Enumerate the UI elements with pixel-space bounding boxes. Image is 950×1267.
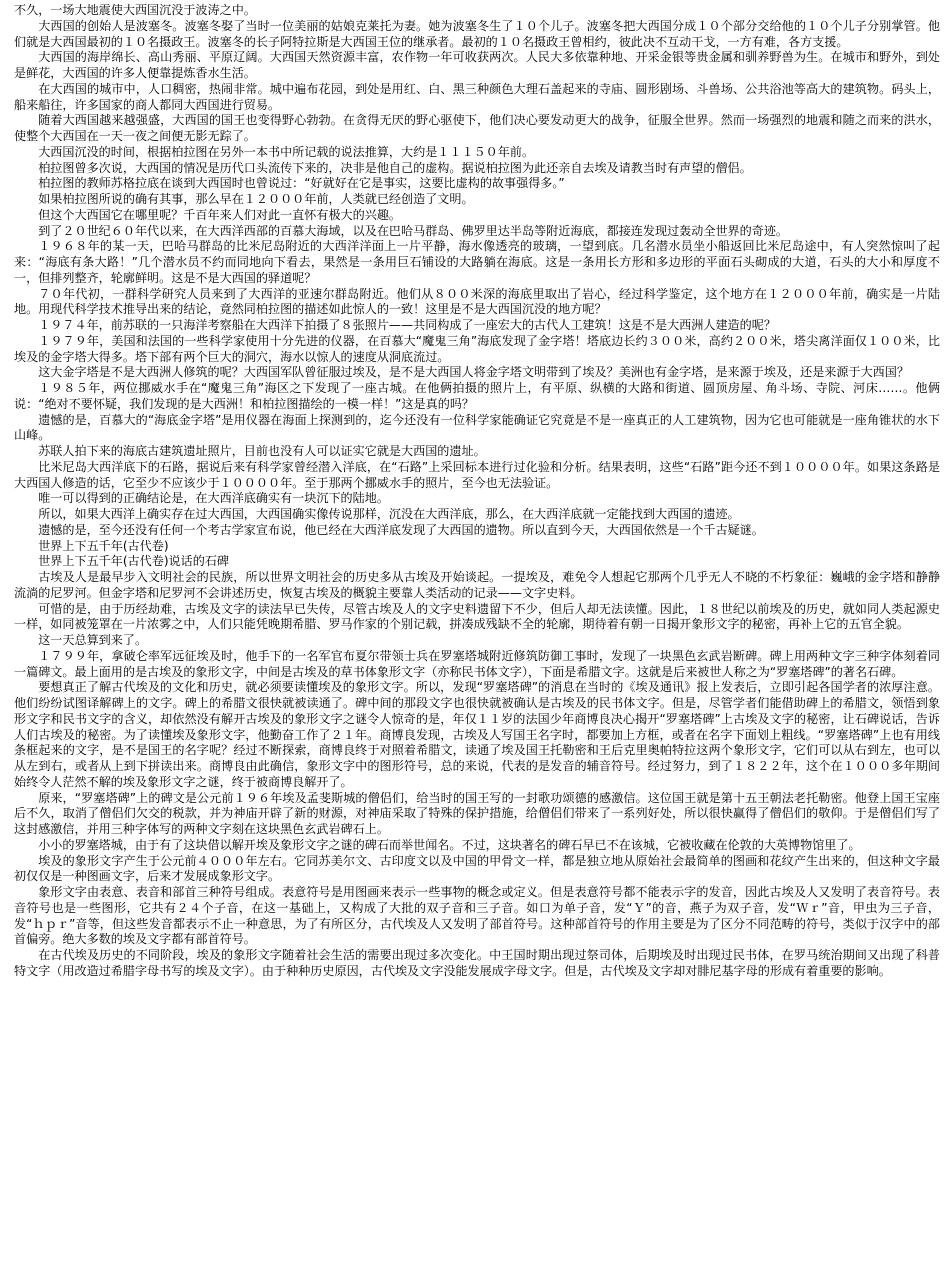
section-subtitle: 世界上下五千年(古代卷)说话的石碑 <box>38 554 230 569</box>
paragraph: １９７９年，美国和法国的一些科学家使用十分先进的仪器，在百慕大“魔鬼三角”海底发现了金字塔！塔底边长约３００米，高约２００米，塔尖离洋面仅１００米，比埃及的金字塔大得多。塔下部有两个巨大的洞穴，海水以惊人的速度从洞底流过。 <box>14 333 940 364</box>
paragraph: 在古代埃及历史的不同阶段，埃及的象形文字随着社会生活的需要出现过多次变化。中王国时期出现过祭司体，后期埃及时出现过民书体，在罗马统治期间又出现了科普特文字（用改造过希腊字母书写的埃及文字）。由于种种历史原因，古代埃及文字没能发展成字母文字。但是，古代埃及文字却对腓尼基字母的形成有着重要的影响。 <box>14 948 940 978</box>
paragraph: 古埃及人是最早步入文明社会的民族，所以世界文明社会的历史多从古埃及开始谈起。一提埃及，难免令人想起它那两个几乎无人不晓的不朽象征：巍峨的金字塔和静静流淌的尼罗河。但金字塔和尼罗河不会讲述历史，恢复古埃及的概貌主要靠人类活动的记录——文字史料。 <box>14 570 940 600</box>
paragraph: 这大金字塔是不是大西洲人修筑的呢？大西国军队曾征服过埃及，是不是大西国人将金字塔文明带到了埃及？美洲也有金字塔，是来源于埃及，还是来源于大西国？ <box>38 365 909 380</box>
paragraph: 象形文字由表意、表音和部首三种符号组成。表意符号是用图画来表示一些事物的概念或定义。但是表意符号都不能表示字的发音，因此古埃及人又发明了表音符号。表音符号也是一些图形，它共有２４个子音，在这一基础上，又构成了大批的双子音和三子音。如口为单子音，发“Ｙ”的音，燕子为双子音，发“Ｗｒ”音，甲虫为三子音，发“ｈｐｒ”音等，但这些发音都表示不止一种意思，为了有所区分，古代埃及人又发明了部首符号。这种部首符号的作用主要是为了区分不同范畴的符号，类似于汉字中的部首偏旁。绝大多数的埃及文字都有部首符号。 <box>14 885 940 947</box>
paragraph: 大西国的创始人是波塞冬。波塞冬娶了当时一位美丽的姑娘克莱托为妻。她为波塞冬生了１０个儿子。波塞冬把大西国分成１０个部分交给他的１０个儿子分别掌管。他们就是大西国最初的１０名摄政王。波塞冬的长子阿特拉斯是大西国王位的继承者。最初的１０名摄政王曾相约，彼此决不互动干戈，一方有难，各方支援。 <box>14 18 940 49</box>
paragraph: 柏拉图的教师苏格拉底在谈到大西国时也曾说过：“好就好在它是事实，这要比虚构的故事强得多。” <box>38 176 565 191</box>
paragraph: 大西国的海岸绵长、高山秀丽、平原辽阔。大西国天然资源丰富，农作物一年可收获两次。人民大多依靠种地、开采金银等贵金属和驯养野兽为生。在城市和野外，到处是鲜花，大西国的许多人便靠提炼香水生活。 <box>14 50 940 80</box>
paragraph: １９７４年，前苏联的一只海洋考察船在大西洋下拍摄了８张照片——共同构成了一座宏大的古代人工建筑！这是不是大西洲人建造的呢？ <box>38 318 776 332</box>
paragraph: 但这个大西国它在哪里呢？千百年来人们对此一直怀有极大的兴趣。 <box>38 207 402 222</box>
paragraph: 柏拉图曾多次说，大西国的情况是历代口头流传下来的，决非是他自己的虚构。据说柏拉图为此还亲自去埃及请教当时有声望的僧侣。 <box>38 160 752 175</box>
paragraph: 所以，如果大西洋上确实存在过大西国，大西国确实像传说那样，沉没在大西洋底，那么，在大西洋底就一定能找到大西国的遗迹。 <box>38 507 740 521</box>
paragraph: 大西国沉没的时间，根据柏拉图在另外一本书中所记载的说法推算，大约是１１１５０年前。 <box>38 144 535 159</box>
paragraph: 遗憾的是，至今还没有任何一个考古学家宣布说，他已经在大西洋底发现了大西国的遗物。所以直到今天，大西国依然是一个千古疑谜。 <box>38 522 764 537</box>
paragraph: 要想真正了解古代埃及的文化和历史，就必须要读懂埃及的象形文字。所以，发现“罗塞塔碑”的消息在当时的《埃及通讯》报上发表后，立即引起各国学者的浓厚注意。他们纷纷试图译解碑上的文字。碑上的希腊文很快就被读通了。碑中间的那段文字也很快就被确认是古埃及的民书体文字。但是，尽管学者们能借助碑上的希腊文，领悟到象形文字和民书文字的含义，却依然没有解开古埃及的象形文字之谜令人惊奇的是，年仅１１岁的法国少年商博良决心揭开“罗塞塔碑”上古埃及文字的秘密，让石碑说话，告诉人们古埃及的秘密。为了读懂埃及象形文字，他勤奋工作了２１年。商博良发现，古埃及人写国王名字时，都要加上方框，或者在名字下面划上粗线。“罗塞塔碑”上也有用线条框起来的文字，是不是国王的名字呢？经过不断探索，商博良终于对照着希腊文，读通了埃及国王托勒密和王后克里奥帕特拉这两个象形文字，它们可以从右到左，也可以从左到右，或者从上到下拼读出来。商博良由此确信，象形文字中的图形符号，总的来说，代表的是发音的辅音符号。经过努力，到了１８２２年，这个在１０００多年期间始终令人茫然不解的埃及象形文字之谜，终于被商博良解开了。 <box>14 680 940 789</box>
paragraph: １７９９年，拿破仑率军远征埃及时，他手下的一名军官布夏尔带领士兵在罗塞塔城附近修筑防御工事时，发现了一块黑色玄武岩断碑。碑上用两种文字三种字体刻着同一篇碑文。最上面用的是古埃及的象形文字，中间是古埃及的草书体象形文字（亦称民书体文字），下面是希腊文字。这就是后来被世人称之为“罗塞塔碑”的著名石碑。 <box>14 648 940 679</box>
paragraph: 小小的罗塞塔城，由于有了这块借以解开埃及象形文字之谜的碑石而举世闻名。不过，这块著名的碑石早已不在该城，它被收藏在伦敦的大英博物馆里了。 <box>38 837 861 852</box>
section-title: 世界上下五千年(古代卷) <box>38 538 169 553</box>
paragraph: 苏联人拍下来的海底古建筑遗址照片，目前也没有人可以证实它就是大西国的遗址。 <box>38 444 486 458</box>
paragraph: 原来，“罗塞塔碑”上的碑文是公元前１９６年埃及孟斐斯城的僧侣们，给当时的国王写的一封歌功颂德的感激信。这位国王就是第十五王朝法老托勒密。他登上国王宝座后不久，取消了僧侣们欠交的税款，并为神庙开辟了新的财源，对神庙采取了特殊的保护措施，给僧侣们带来了一系列好处，所以很快赢得了僧侣们的敬仰。于是僧侣们写了这封感激信，并用三种字体写的两种文字刻在这块黑色玄武岩碑石上。 <box>14 790 940 836</box>
paragraph: 埃及的象形文字产生于公元前４０００年左右。它同苏美尔文、古印度文以及中国的甲骨文一样，都是独立地从原始社会最简单的图画和花纹产生出来的，但这种文字最初仅仅是一种图画文字，后来才发展成象形文字。 <box>14 853 940 884</box>
paragraph: 如果柏拉图所说的确有其事，那么早在１２０００年前，人类就已经创造了文明。 <box>38 192 474 206</box>
paragraph: １９８５年，两位挪威水手在“魔鬼三角”海区之下发现了一座古城。在他俩拍摄的照片上，有平原、纵横的大路和街道、圆顶房屋、角斗场、寺院、河床……。他俩说：“绝对不要怀疑，我们发现的是大西洲！和柏拉图描绘的一模一样！”这是真的吗？ <box>14 381 940 411</box>
paragraph: 可惜的是，由于历经劫难，古埃及文字的读法早已失传，尽管古埃及人的文字史料遗留下不少，但后人却无法读懂。因此，１８世纪以前埃及的历史，就如同人类起源史一样，如同被笼罩在一片浓雾之中，人们只能凭晚期希腊、罗马作家的个别记载，拼凑成残缺不全的轮廓，期待着有朝一日揭开象形文字的秘密，再补上它的五官全貌。 <box>14 601 940 632</box>
paragraph: ７０年代初，一群科学研究人员来到了大西洋的亚速尔群岛附近。他们从８００米深的海底里取出了岩心，经过科学鉴定，这个地方在１２０００年前，确实是一片陆地。用现代科学技术推导出来的结论，竟然同柏拉图的描述如此惊人的一致！这里是不是大西国沉没的地方呢？ <box>14 286 940 317</box>
paragraph: 随着大西国越来越强盛，大西国的国王也变得野心勃勃。在贪得无厌的野心驱使下，他们决心要发动更大的战争，征服全世界。然而一场强烈的地震和随之而来的洪水，使整个大西国在一天一夜之间便无影无踪了。 <box>14 113 940 143</box>
paragraph: １９６８年的某一天，巴哈马群岛的比米尼岛附近的大西洋洋面上一片平静，海水像透亮的玻璃，一望到底。几名潜水员坐小船返回比米尼岛途中，有人突然惊叫了起来：“海底有条大路！”几个潜水员不约而同地向下看去，果然是一条用巨石铺设的大路躺在海底。这是一条用长方形和多边形的平面石头砌成的大道，石头的大小和厚度不一，但排列整齐，轮廓鲜明。这是不是大西国的驿道呢？ <box>14 239 940 285</box>
paragraph: 不久，一场大地震使大西国沉没于波涛之中。 <box>14 3 256 17</box>
paragraph: 比米尼岛大西洋底下的石路，据说后来有科学家曾经潜入洋底，在“石路”上采回标本进行过化验和分析。结果表明，这些“石路”距今还不到１００００年。如果这条路是大西国人修造的话，它至少不应该少于１００００年。至于那两个挪威水手的照片，至今也无法验证。 <box>14 459 940 490</box>
paragraph: 这一天总算到来了。 <box>38 633 148 647</box>
paragraph: 唯一可以得到的正确结论是，在大西洋底确实有一块沉下的陆地。 <box>38 491 389 506</box>
paragraph: 遗憾的是，百慕大的“海底金字塔”是用仪器在海面上探测到的，迄今还没有一位科学家能确证它究竟是不是一座真正的人工建筑物，因为它也可能就是一座角锥状的水下山峰。 <box>14 412 940 443</box>
paragraph: 在大西国的城市中，人口稠密，热闹非常。城中遍布花园，到处是用红、白、黑三种颜色大理石盖起来的寺庙、圆形剧场、斗兽场、公共浴池等高大的建筑物。码头上，船来船往，许多国家的商人都同大西国进行贸易。 <box>14 81 940 112</box>
paragraph: 到了２０世纪６０年代以来，在大西洋西部的百慕大海域，以及在巴哈马群岛、佛罗里达半岛等附近海底，都接连发现过轰动全世界的奇迹。 <box>38 223 789 238</box>
